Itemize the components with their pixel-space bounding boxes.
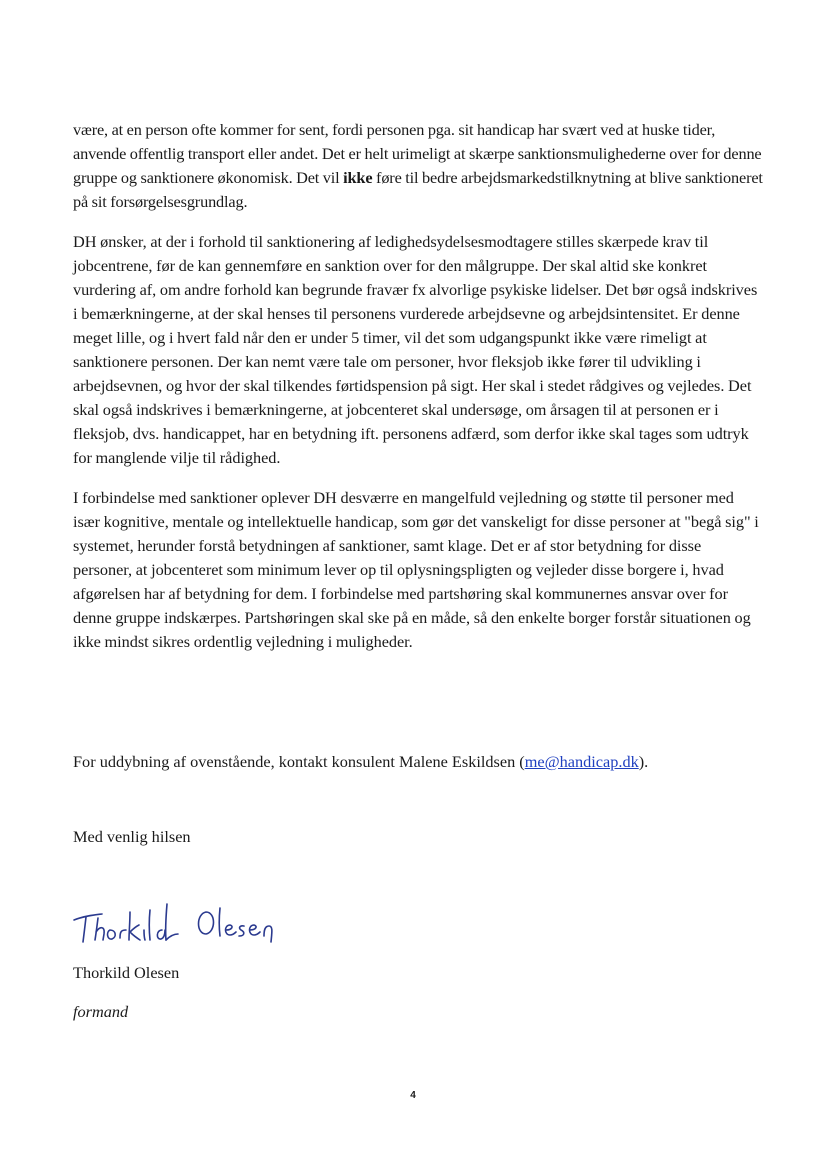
handwritten-signature-icon — [70, 890, 280, 950]
paragraph-1 — [73, 118, 763, 214]
paragraph-1-text-b: føre til bedre arbejdsmarkedstilknytning at blive sanktioneret på sit forsørgelsesgrundlag. — [73, 168, 763, 211]
closing-greeting: Med venlig hilsen — [73, 827, 191, 846]
paragraph-3: I forbindelse med sanktioner oplever DH desværre en mangelfuld vejledning og støtte til personer med især kognitive, mentale og intellektuelle handicap, som gør det vanskeligt for disse personer at "begå sig" i systemet, herunder forstå betydningen af sanktioner, samt klage. Det er af stor betydning for disse personer, at jobcenteret som minimum lever op til oplysningspligten og vejleder disse borgere i, hvad afgørelsen har af betydning for dem. I forbindelse med partshøring skal kommunernes ansvar over for denne gruppe indskærpes. Partshøringen skal ske på en måde, så den enkelte borger forstår situationen og ikke mindst sikres ordentlig vejledning i muligheder. — [73, 488, 759, 651]
paragraph-2: DH ønsker, at der i forhold til sanktionering af ledighedsydelsesmodtagere stilles skærpede krav til jobcentrene, før de kan gennemføre en sanktion over for den målgruppe. Der skal altid ske konkret vurdering af, om andre forhold kan begrunde fravær fx alvorlige psykiske lidelser. Det bør også indskrives i bemærkningerne, at der skal henses til personens vurderede arbejdsevne og arbejdsintensitet. Er denne meget lille, og i hvert fald når den er under 5 timer, vil det som udgangspunkt ikke være rimeligt at sanktionere personen. Der kan nemt være tale om personer, hvor fleksjob ikke fører til udvikling i arbejdsevnen, og hvor der skal tilkendes førtidspension på sigt. Her skal i stedet rådgives og vejledes. Det skal også indskrives i bemærkningerne, at jobcenteret skal undersøge, om årsagen til at personen er i fleksjob, dvs. handicappet, har en betydning ift. personens adfærd, som derfor ikke skal tages som udtryk for manglende vilje til rådighed. — [73, 232, 758, 467]
page-number: 4 — [410, 1090, 416, 1101]
letter-body — [73, 118, 763, 670]
signer-name: Thorkild Olesen — [73, 963, 180, 982]
paragraph-1-bold: ikke — [343, 168, 373, 187]
contact-line — [73, 750, 648, 774]
signer-title: formand — [73, 1002, 129, 1021]
contact-text-before: For uddybning af ovenstående, kontakt konsulent Malene Eskildsen ( — [73, 752, 525, 771]
paragraph-1-text-a: være, at en person ofte kommer for sent, fordi personen pga. sit handicap har svært ved at huske tider, anvende offentlig transport eller andet. Det er helt urimeligt at skærpe sanktionsmulighederne over for denne gruppe og sanktionere økonomisk. Det vil — [73, 120, 762, 187]
contact-email-link[interactable]: me@handicap.dk — [524, 752, 639, 771]
contact-text-after: ). — [638, 752, 649, 771]
